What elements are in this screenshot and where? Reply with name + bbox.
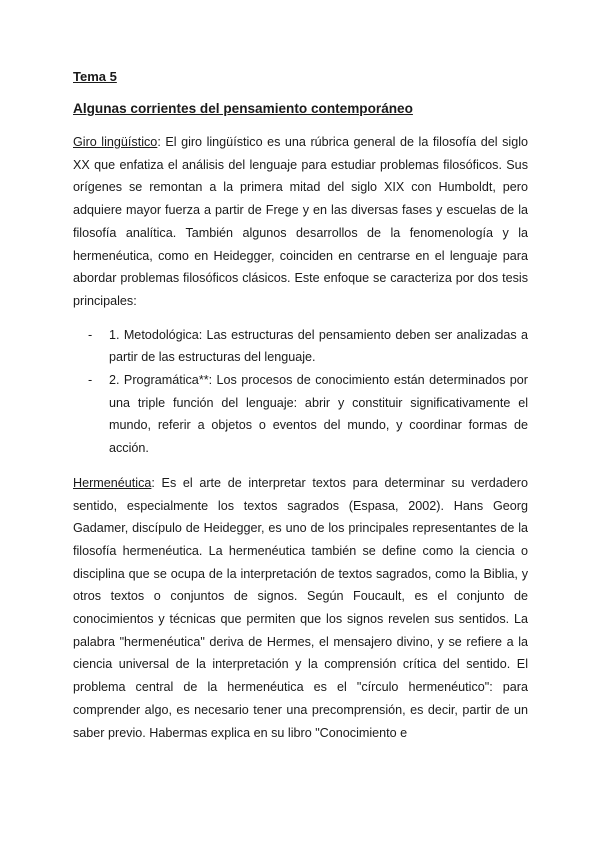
document-page: [73, 66, 528, 744]
bullet-marker: -: [88, 373, 93, 388]
paragraph-giro-linguistico: [73, 131, 528, 313]
paragraph-hermeneutica: [73, 472, 528, 744]
list-item: [73, 324, 528, 369]
list-item-text: 2. Programática**: Los procesos de conocimiento están determinados por una triple función del lenguaje: abrir y constituir significativamente el mundo, referir a objetos o eventos del mundo, y coordinar formas de acción.: [109, 373, 528, 456]
section-title: Algunas corrientes del pensamiento contemporáneo: [73, 101, 413, 116]
term-hermeneutica: Hermenéutica: [73, 475, 152, 490]
bullet-marker: -: [88, 327, 93, 342]
thesis-list: [73, 324, 528, 460]
list-item-text: 1. Metodológica: Las estructuras del pensamiento deben ser analizadas a partir de las estructuras del lenguaje.: [109, 327, 528, 365]
term-giro-linguistico: Giro lingüístico: [73, 135, 158, 149]
paragraph-hermeneutica-text: : Es el arte de interpretar textos para determinar su verdadero sentido, especialmente los textos sagrados (Espasa, 2002). Hans Georg Gadamer, discípulo de Heidegger, es uno de los principales representantes de la filosofía hermenéutica. La hermenéutica también se define como la ciencia o disciplina que se ocupa de la interpretación de textos sagrados, como la Biblia, y otros textos o conjuntos de signos. Según Foucault, es el conjunto de conocimientos y técnicas que permiten que los signos revelen sus sentidos. La palabra "hermenéutica" deriva de Hermes, el mensajero divino, y se refiere a la ciencia universal de la interpretación y la comprensión crítica del sentido. El problema central de la hermenéutica es el "círculo hermenéutico": para comprender algo, es necesario tener una precomprensión, es decir, partir de un saber previo. Habermas explica en su libro "Conocimiento e: [73, 475, 528, 740]
paragraph-giro-text: : El giro lingüístico es una rúbrica general de la filosofía del siglo XX que enfatiza el análisis del lenguaje para estudiar problemas filosóficos. Sus orígenes se remontan a la primera mitad del siglo XIX con Humboldt, pero adquiere mayor fuerza a partir de Frege y en las diversas fases y escuelas de la filosofía analítica. También algunos desarrollos de la fenomenología y la hermenéutica, como en Heidegger, coinciden en centrarse en el lenguaje para abordar problemas filosóficos clásicos. Este enfoque se caracteriza por dos tesis principales:: [73, 135, 528, 308]
list-item: [73, 369, 528, 460]
topic-heading: Tema 5: [73, 69, 117, 84]
